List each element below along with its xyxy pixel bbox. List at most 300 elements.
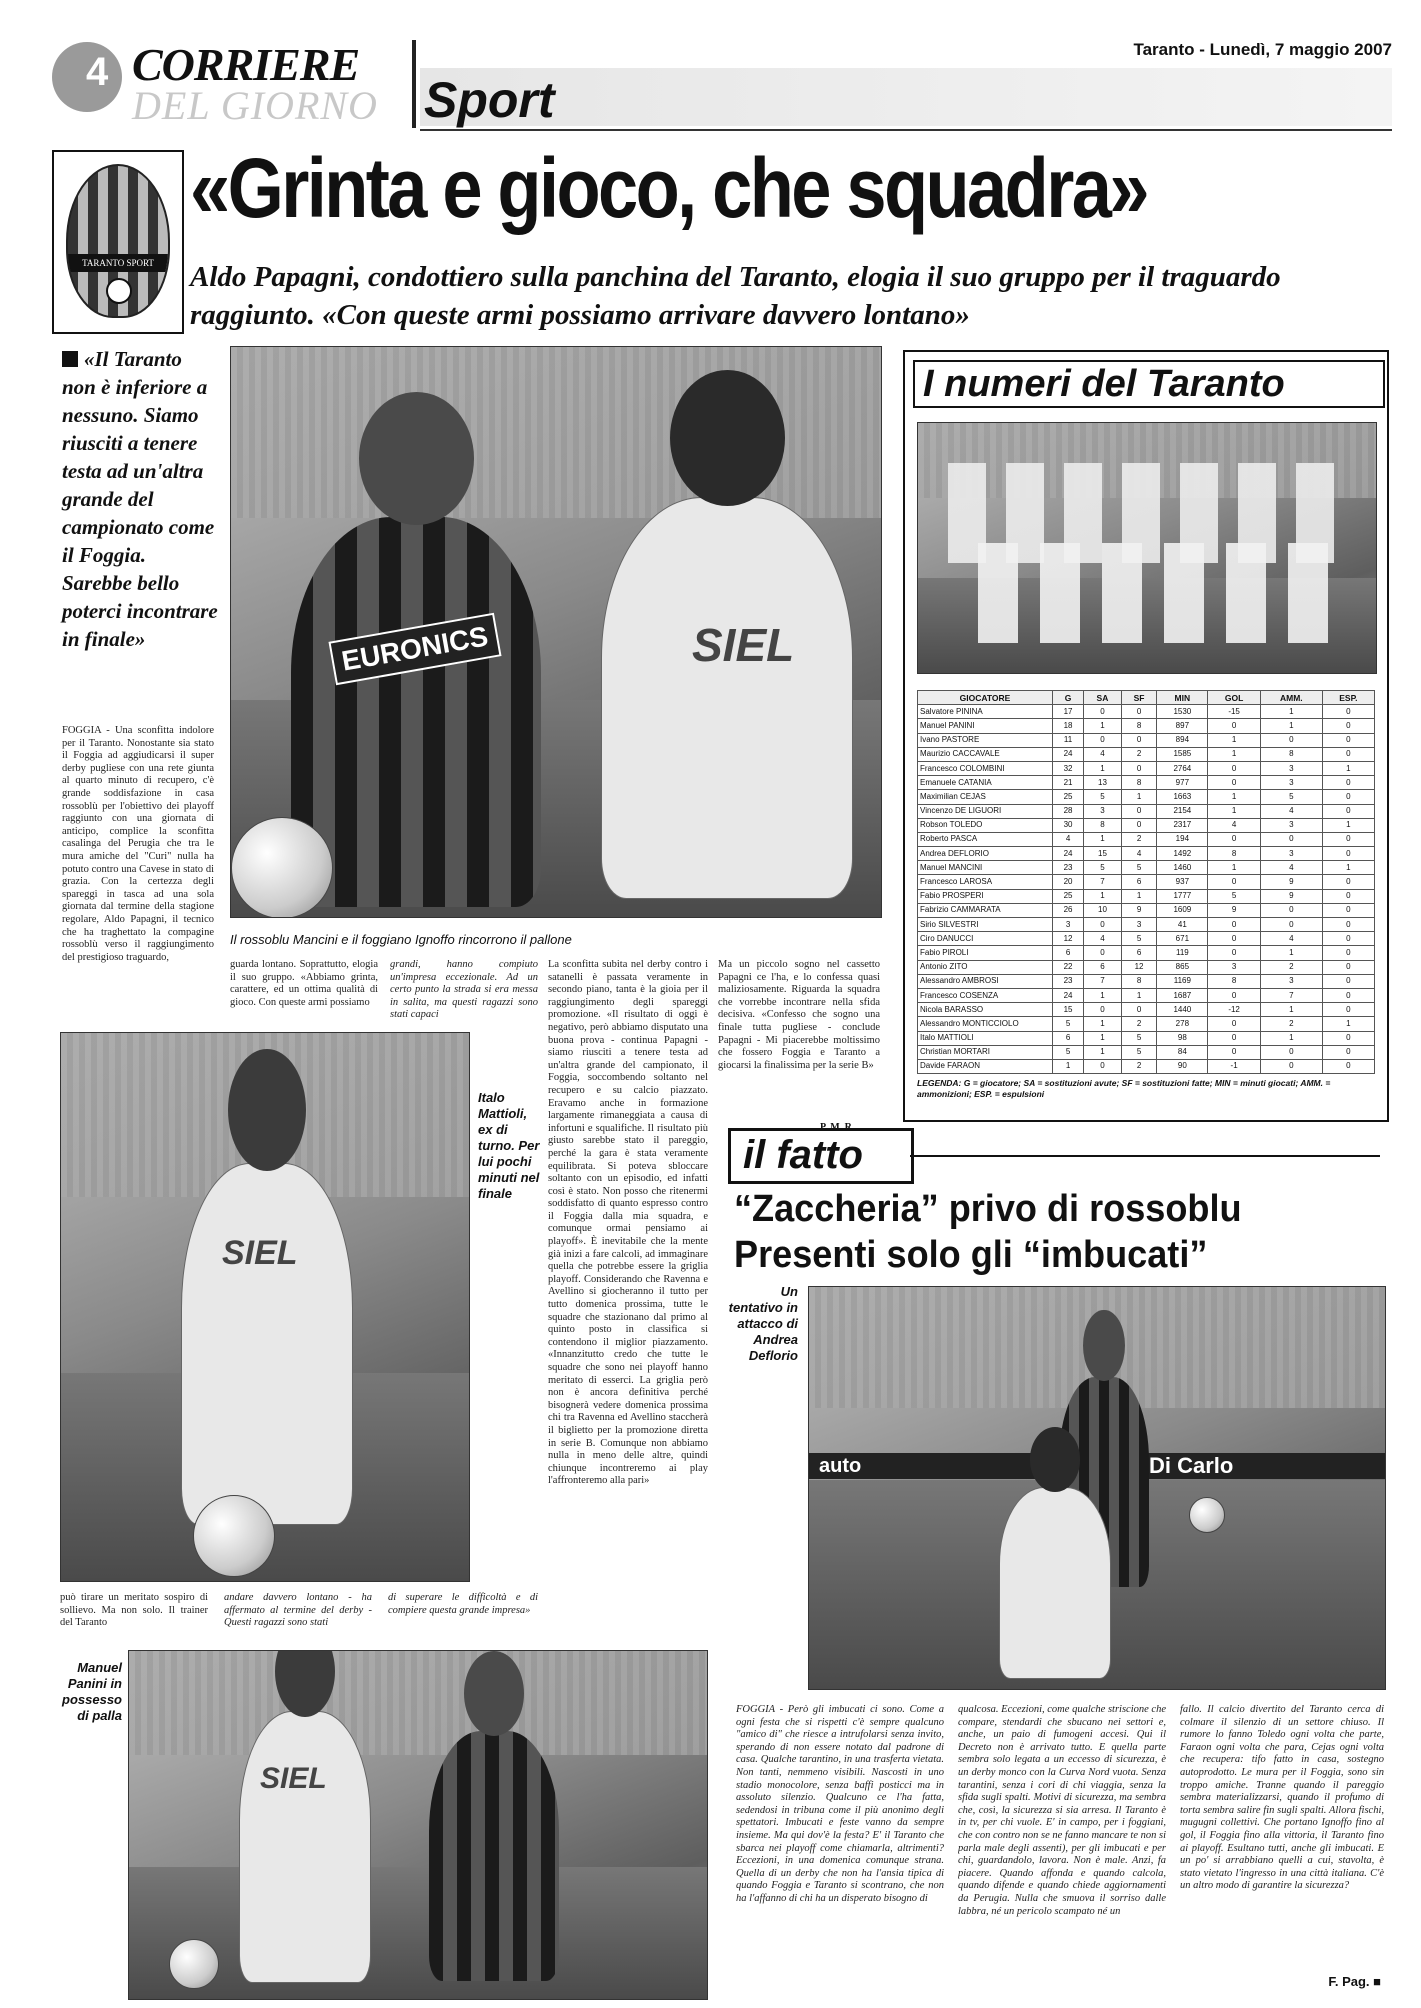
- stat-cell: 1: [1260, 946, 1322, 960]
- table-row: [918, 1003, 1375, 1017]
- stat-cell: 2764: [1157, 761, 1208, 775]
- stat-cell: 0: [1121, 818, 1157, 832]
- stat-cell: 0: [1322, 705, 1374, 719]
- byline: P. M. R.: [820, 1122, 855, 1133]
- table-row: [918, 903, 1375, 917]
- table-row: [918, 776, 1375, 790]
- stat-cell: 0: [1260, 733, 1322, 747]
- jersey-sponsor: EURONICS: [328, 613, 501, 685]
- stat-cell: 1663: [1157, 790, 1208, 804]
- stat-cell: 15: [1053, 1003, 1084, 1017]
- stat-cell: 9: [1208, 903, 1260, 917]
- article-col2-cont: grandi, hanno compiuto un'impresa eccezionale. Ad un certo punto la strada si era messa in salita, ma questi ragazzi sono stati capaci: [390, 959, 538, 1021]
- stat-cell: 25: [1053, 790, 1084, 804]
- stat-cell: 3: [1121, 918, 1157, 932]
- stat-cell: 3: [1260, 847, 1322, 861]
- caption-panini: Manuel Panini in possesso di palla: [62, 1660, 122, 1723]
- article-col1-cont: guarda lontano. Soprattutto, elogia il suo gruppo. «Abbiamo grinta, carattere, ed un ottima qualità di gioco. Con queste armi possiamo: [230, 959, 378, 1008]
- footer-page-ref: F. Pag. ■: [1328, 1974, 1381, 1989]
- fatto-headline: “Zaccheria” privo di rossoblu Presenti solo gli “imbucati”: [734, 1188, 1242, 1276]
- stat-cell: 0: [1208, 1045, 1260, 1059]
- stat-cell: 5: [1260, 790, 1322, 804]
- table-row: [918, 733, 1375, 747]
- stat-cell: 28: [1053, 804, 1084, 818]
- stat-cell: 22: [1053, 960, 1084, 974]
- stat-cell: 1: [1084, 988, 1122, 1002]
- stat-cell: 0: [1322, 875, 1374, 889]
- stat-cell: 278: [1157, 1017, 1208, 1031]
- player-name-cell: Sirio SILVESTRI: [918, 918, 1053, 932]
- player-name-cell: Maximilian CEJAS: [918, 790, 1053, 804]
- stat-cell: 4: [1260, 932, 1322, 946]
- fatto-kicker: il fatto: [743, 1133, 863, 1177]
- stat-cell: 0: [1208, 761, 1260, 775]
- stat-cell: 8: [1208, 974, 1260, 988]
- stat-cell: 5: [1121, 1031, 1157, 1045]
- stat-cell: 0: [1084, 946, 1122, 960]
- stat-cell: 0: [1322, 960, 1374, 974]
- stat-cell: 1: [1322, 1017, 1374, 1031]
- stat-cell: 0: [1121, 733, 1157, 747]
- stats-body: [918, 705, 1375, 1074]
- table-row: [918, 932, 1375, 946]
- match-ball: [231, 817, 333, 918]
- stat-cell: 1: [1208, 804, 1260, 818]
- photo-panini: [128, 1650, 708, 2000]
- section-title: Sport: [424, 72, 555, 128]
- player-foggia: [601, 497, 853, 899]
- stat-cell: 5: [1084, 790, 1122, 804]
- crest-banner: TARANTO SPORT: [68, 254, 168, 272]
- stat-cell: 0: [1121, 761, 1157, 775]
- stat-cell: 0: [1260, 918, 1322, 932]
- stat-cell: 0: [1208, 832, 1260, 846]
- stat-cell: 4: [1208, 818, 1260, 832]
- caption-deflorio: Un tentativo in attacco di Andrea Deflorio: [728, 1284, 798, 1363]
- player-name-cell: Francesco COSENZA: [918, 988, 1053, 1002]
- table-row: [918, 1031, 1375, 1045]
- table-row: [918, 960, 1375, 974]
- stat-cell: 5: [1121, 932, 1157, 946]
- stat-cell: 98: [1157, 1031, 1208, 1045]
- table-row: [918, 974, 1375, 988]
- table-row: [918, 1059, 1375, 1073]
- stat-cell: 5: [1053, 1045, 1084, 1059]
- stat-cell: 9: [1260, 875, 1322, 889]
- stat-cell: 0: [1322, 733, 1374, 747]
- stat-cell: 1609: [1157, 903, 1208, 917]
- stat-cell: 1: [1208, 861, 1260, 875]
- table-row: [918, 832, 1375, 846]
- stat-cell: 937: [1157, 875, 1208, 889]
- table-row: [918, 1045, 1375, 1059]
- fatto-col1: FOGGIA - Però gli imbucati ci sono. Come a ogni festa che si rispetti c'è sempre qualcuno "amico di" che riesce a intrufolarsi senza invito, sperando di non essere notato dal padrone di casa. Qualche tarantino, in una trasferta vietata. Non tanti, nemmeno visibili. Nascosti in uno stadio monocolore, senza baffi posticci ma in assoluto silenzio. Qualcuno ce l'ha fatta, sedendosi in tribuna come il più anonimo degli spettatori. Imbucati e feste vanno da sempre insieme. Ma qui dov'è la festa? E' il Taranto che sbarca nei playoff come chiamarla, altrimenti? Eccezioni, in una domenica comunque strana. Quella di un derby che non ha l'ansia tipica di quando Foggia e Taranto si scontrano, che non ha l'affanno di chi ha un disperato bisogno di: [736, 1704, 944, 1904]
- article-col1-end: può tirare un meritato sospiro di sollievo. Ma non solo. Il trainer del Taranto: [60, 1592, 208, 1629]
- stat-cell: 8: [1260, 747, 1322, 761]
- stat-cell: 2: [1121, 747, 1157, 761]
- ad-auto: auto: [819, 1455, 862, 1477]
- stat-cell: 23: [1053, 974, 1084, 988]
- fatto-rule: [910, 1155, 1380, 1157]
- stat-cell: 1585: [1157, 747, 1208, 761]
- player-name-cell: Italo MATTIOLI: [918, 1031, 1053, 1045]
- stat-cell: 1: [1260, 1031, 1322, 1045]
- stat-cell: 977: [1157, 776, 1208, 790]
- stat-cell: 8: [1084, 818, 1122, 832]
- stat-cell: 6: [1121, 946, 1157, 960]
- player-mattioli: [181, 1163, 353, 1525]
- stat-cell: 26: [1053, 903, 1084, 917]
- fatto-col3: fallo. Il calcio divertito del Taranto cerca di colmare il silenzio di un settore chiuso. Il rumore lo fanno Toledo ogni volta che parte, Faraon ogni volta che para, Cejas ogni volta che recupera: tifo fatto in casa, sostegno autoprodotto. Le mura per il Foggia, sono sin troppo amiche. Tranne quando il pareggio sembra materializzarsi, quando il profumo di torta sembra salire fin sugli spalti. Allora fischi, mugugni collettivi. Che portano Ignoffo fino al gol, il Foggia fino alla vittoria, il Taranto fino ai playoff. Esultano tutti, anche gli imbucati. E un po' si arrabbiano quelli a cui, stavolta, è stato vietato l'ingresso in una città italiana. C'è un altro modo di garantire la sicurezza?: [1180, 1704, 1384, 1892]
- table-row: [918, 705, 1375, 719]
- subhead: Aldo Papagni, condottiero sulla panchina del Taranto, elogia il suo gruppo per il traguardo raggiunto. «Con queste armi possiamo arrivare davvero lontano»: [190, 261, 1281, 331]
- col-header: GIOCATORE: [918, 691, 1053, 705]
- stat-cell: 2: [1121, 832, 1157, 846]
- table-row: [918, 747, 1375, 761]
- stat-cell: 9: [1121, 903, 1157, 917]
- col-header: MIN: [1157, 691, 1208, 705]
- jersey-sponsor: SIEL: [222, 1234, 298, 1272]
- stat-cell: 0: [1322, 847, 1374, 861]
- player-name-cell: Ciro DANUCCI: [918, 932, 1053, 946]
- stat-cell: 1: [1322, 861, 1374, 875]
- stat-cell: 4: [1260, 861, 1322, 875]
- stat-cell: 2: [1260, 960, 1322, 974]
- photo-deflorio: [808, 1286, 1386, 1690]
- stat-cell: 0: [1208, 875, 1260, 889]
- player-name-cell: Salvatore PININA: [918, 705, 1053, 719]
- stat-cell: 0: [1322, 946, 1374, 960]
- stat-cell: 15: [1084, 847, 1122, 861]
- jersey-sponsor: SIEL: [692, 619, 795, 671]
- stat-cell: 7: [1084, 875, 1122, 889]
- stat-cell: 1460: [1157, 861, 1208, 875]
- stat-cell: 3: [1260, 761, 1322, 775]
- match-ball: [169, 1939, 219, 1989]
- stat-cell: 1777: [1157, 889, 1208, 903]
- stat-cell: 10: [1084, 903, 1122, 917]
- stat-cell: 90: [1157, 1059, 1208, 1073]
- stat-cell: 12: [1053, 932, 1084, 946]
- stat-cell: 0: [1208, 1031, 1260, 1045]
- stat-cell: 0: [1208, 1017, 1260, 1031]
- article-col2-end: andare davvero lontano - ha affermato al termine del derby - Questi ragazzi sono stati: [224, 1592, 372, 1629]
- stat-cell: 0: [1208, 719, 1260, 733]
- stat-cell: 7: [1260, 988, 1322, 1002]
- stat-cell: 1: [1084, 1045, 1122, 1059]
- page-number: 4: [86, 50, 109, 94]
- crest-ball-icon: [106, 278, 132, 304]
- col-header: G: [1053, 691, 1084, 705]
- table-row: [918, 818, 1375, 832]
- stat-cell: 0: [1322, 889, 1374, 903]
- stat-cell: 1: [1084, 1031, 1122, 1045]
- player-panini: [239, 1711, 371, 1983]
- player-name-cell: Manuel MANCINI: [918, 861, 1053, 875]
- stat-cell: 0: [1322, 988, 1374, 1002]
- stat-cell: 0: [1121, 705, 1157, 719]
- player-name-cell: Davide FARAON: [918, 1059, 1053, 1073]
- table-row: [918, 847, 1375, 861]
- headline: «Grinta e gioco, che squadra»: [190, 141, 1147, 235]
- stat-cell: 6: [1084, 960, 1122, 974]
- stat-cell: -1: [1208, 1059, 1260, 1073]
- player-head: [1083, 1310, 1124, 1381]
- table-row: [918, 804, 1375, 818]
- team-crest-frame: [52, 150, 184, 334]
- stat-cell: 0: [1322, 1003, 1374, 1017]
- stat-cell: -15: [1208, 705, 1260, 719]
- stat-cell: 30: [1053, 818, 1084, 832]
- stat-cell: 0: [1322, 832, 1374, 846]
- player-name-cell: Manuel PANINI: [918, 719, 1053, 733]
- stats-table: [917, 690, 1375, 1074]
- col-header: SF: [1121, 691, 1157, 705]
- stat-cell: 1: [1322, 818, 1374, 832]
- stat-cell: 21: [1053, 776, 1084, 790]
- player-name-cell: Emanuele CATANIA: [918, 776, 1053, 790]
- stat-cell: 4: [1084, 747, 1122, 761]
- table-row: [918, 889, 1375, 903]
- table-row: [918, 1017, 1375, 1031]
- stats-box: [903, 350, 1389, 1122]
- player-name-cell: Andrea DEFLORIO: [918, 847, 1053, 861]
- player-name-cell: Antonio ZITO: [918, 960, 1053, 974]
- stat-cell: 4: [1121, 847, 1157, 861]
- stats-legend: LEGENDA: G = giocatore; SA = sostituzioni avute; SF = sostituzioni fatte; MIN = minuti giocati; AMM. = ammonizioni; ESP. = espulsioni: [917, 1078, 1331, 1100]
- stat-cell: 1: [1121, 889, 1157, 903]
- player-name-cell: Maurizio CACCAVALE: [918, 747, 1053, 761]
- stadium-stands: [129, 1651, 707, 1755]
- player-defender: [999, 1487, 1111, 1679]
- player-name-cell: Ivano PASTORE: [918, 733, 1053, 747]
- stat-cell: 0: [1208, 776, 1260, 790]
- stat-cell: 5: [1084, 861, 1122, 875]
- stat-cell: 0: [1084, 1059, 1122, 1073]
- stat-cell: 0: [1084, 733, 1122, 747]
- match-ball: [193, 1495, 275, 1577]
- stat-cell: 84: [1157, 1045, 1208, 1059]
- stat-cell: 0: [1260, 1059, 1322, 1073]
- stat-cell: 0: [1322, 932, 1374, 946]
- stat-cell: 0: [1260, 1045, 1322, 1059]
- stat-cell: 1: [1208, 733, 1260, 747]
- stat-cell: 2317: [1157, 818, 1208, 832]
- stat-cell: 1492: [1157, 847, 1208, 861]
- stat-cell: 1: [1121, 988, 1157, 1002]
- player-name-cell: Alessandro MONTICCIOLO: [918, 1017, 1053, 1031]
- col-header: AMM.: [1260, 691, 1322, 705]
- ad-dicarlo: Di Carlo: [1149, 1453, 1234, 1478]
- player-head: [1030, 1427, 1081, 1492]
- stat-cell: 119: [1157, 946, 1208, 960]
- stat-cell: 0: [1322, 790, 1374, 804]
- team-row-front: [978, 543, 1328, 643]
- stat-cell: 3: [1260, 776, 1322, 790]
- stat-cell: 0: [1322, 974, 1374, 988]
- player-head: [228, 1049, 306, 1171]
- stat-cell: 3: [1053, 918, 1084, 932]
- stat-cell: 17: [1053, 705, 1084, 719]
- stat-cell: 1: [1322, 761, 1374, 775]
- caption-mattioli: Italo Mattioli, ex di turno. Per lui pochi minuti nel finale: [478, 1090, 540, 1201]
- newspaper-logo: [132, 39, 452, 128]
- stat-cell: 1530: [1157, 705, 1208, 719]
- stat-cell: 4: [1053, 832, 1084, 846]
- stat-cell: 1: [1208, 747, 1260, 761]
- stat-cell: 20: [1053, 875, 1084, 889]
- stat-cell: 1: [1260, 1003, 1322, 1017]
- stats-box-title: I numeri del Taranto: [913, 360, 1385, 408]
- player-name-cell: Fabrizio CAMMARATA: [918, 903, 1053, 917]
- stat-cell: 1: [1208, 790, 1260, 804]
- player-name-cell: Francesco COLOMBINI: [918, 761, 1053, 775]
- stat-cell: 1: [1084, 832, 1122, 846]
- player-name-cell: Christian MORTARI: [918, 1045, 1053, 1059]
- photo-mattioli: [60, 1032, 470, 1582]
- stat-cell: 1: [1053, 1059, 1084, 1073]
- match-ball: [1189, 1497, 1225, 1533]
- stat-cell: 0: [1322, 1031, 1374, 1045]
- stat-cell: 0: [1322, 804, 1374, 818]
- stat-cell: 24: [1053, 988, 1084, 1002]
- stat-cell: 8: [1121, 974, 1157, 988]
- stat-cell: 1: [1121, 790, 1157, 804]
- stat-cell: 0: [1208, 932, 1260, 946]
- stat-cell: 23: [1053, 861, 1084, 875]
- stat-cell: 5: [1121, 861, 1157, 875]
- stat-cell: 2: [1121, 1017, 1157, 1031]
- stat-cell: 0: [1322, 918, 1374, 932]
- stat-cell: 1: [1084, 719, 1122, 733]
- stat-cell: 2: [1260, 1017, 1322, 1031]
- fatto-col2: qualcosa. Eccezioni, come qualche striscione che compare, stendardi che sbucano nei settori e, anche, un paio di fumogeni accesi. Qui il Decreto non è arrivato tutto. E quella parte sembra solo legata a un eccesso di sicurezza, è un derby monco con la Curva Nord vuota. Senza tarantini, senza i cori di chi viaggia, senza la sfida sugli spalti. Motivi di sicurezza, ma sembra che, così, la sicurezza si sia arresa. Il Taranto è in tv, per chi vuole. E' in campo, per i foggiani, che con contro non se ne fanno mancare te non si parla male degli assenti), per gli imbucati e per chi, guardandolo, lavora. Non è male. Anzi, fa piacere. Quando affonda e quando calcola, quando difende e quando chiede aggiornamenti da Perugia. Nulla che smuova il sorriso dalle labbra, né un pericolo scampato né un: [958, 1704, 1166, 1917]
- stat-cell: 0: [1322, 747, 1374, 761]
- stat-cell: 5: [1208, 889, 1260, 903]
- stat-cell: 18: [1053, 719, 1084, 733]
- stat-cell: 2154: [1157, 804, 1208, 818]
- pullquote-text: «Il Taranto non è inferiore a nessuno. Siamo riusciti a tenere testa ad un'altra grande del campionato come il Foggia. Sarebbe bello poterci incontrare in finale»: [62, 347, 218, 651]
- stat-cell: 1: [1084, 761, 1122, 775]
- stats-header-row: [918, 691, 1375, 705]
- player-name-cell: Nicola BARASSO: [918, 1003, 1053, 1017]
- stat-cell: 2: [1121, 1059, 1157, 1073]
- fatto-kicker-box: [728, 1128, 914, 1184]
- masthead: [52, 38, 1392, 130]
- article-col3-end: di superare le difficoltà e di compiere questa grande impresa»: [388, 1592, 538, 1616]
- page-number-badge: [52, 42, 122, 112]
- table-row: [918, 946, 1375, 960]
- col-header: SA: [1084, 691, 1122, 705]
- stat-cell: 0: [1121, 804, 1157, 818]
- stat-cell: 897: [1157, 719, 1208, 733]
- stat-cell: 0: [1322, 1059, 1374, 1073]
- stat-cell: 24: [1053, 747, 1084, 761]
- stat-cell: 0: [1260, 903, 1322, 917]
- article-col4: Ma un piccolo sogno nel cassetto Papagni ce l'ha, e lo confessa quasi maliziosamente. Riguarda la squadra che vorrebbe incontrare nella sfida decisiva. «Confesso che sogno una finale tutta pugliese - conclude Papagni - Mi piacerebbe moltissimo che fossero Foggia e Taranto a giocarsi la finalissima per la serie B»: [718, 959, 880, 1071]
- pullquote: [62, 345, 218, 653]
- pitch: [129, 1867, 707, 1999]
- stat-cell: 0: [1322, 1045, 1374, 1059]
- stat-cell: 6: [1053, 946, 1084, 960]
- table-row: [918, 988, 1375, 1002]
- stat-cell: 3: [1260, 818, 1322, 832]
- col-header: GOL: [1208, 691, 1260, 705]
- player-name-cell: Francesco LAROSA: [918, 875, 1053, 889]
- stat-cell: 1687: [1157, 988, 1208, 1002]
- team-crest: [66, 164, 170, 318]
- stat-cell: 13: [1084, 776, 1122, 790]
- stat-cell: 12: [1121, 960, 1157, 974]
- stat-cell: 3: [1084, 804, 1122, 818]
- jersey-sponsor: SIEL: [260, 1762, 327, 1795]
- photo-main: [230, 346, 882, 918]
- stat-cell: 6: [1053, 1031, 1084, 1045]
- stat-cell: 671: [1157, 932, 1208, 946]
- stat-cell: 4: [1260, 804, 1322, 818]
- player-name-cell: Vincenzo DE LIGUORI: [918, 804, 1053, 818]
- table-row: [918, 790, 1375, 804]
- stat-cell: 194: [1157, 832, 1208, 846]
- article-col3: La sconfitta subita nel derby contro i satanelli è passata veramente in secondo piano, tanta è la gioia per il raggiungimento degli spareggi promozione. «Il risultato di oggi è negativo, però abbiamo disputato una buona prova - continua Papagni - siamo riusciti a tenere testa ad un'altra grande del campionato, il Foggia, soccombendo soltanto nel recupero e su calcio piazzato. Eravamo anche in formazione largamente rimaneggiata a causa di infortuni e squalifiche. Il risultato più giusto sarebbe stato il pareggio, perché la gara è stata veramente equilibrata. Si poteva sbloccare soltanto con un episodio, ed infatti così è stato. Non posso che ritenermi soddisfatto di quanto espresso contro il Foggia dalla mia squadra, e comunque ormai pensiamo ai playoff». È inevitabile che la mente già inizi a fare calcoli, ad immaginare quella che potrebbe essere la griglia playoff. Considerando che Ravenna e Avellino si giocheranno il tutto per tutto domenica prossima, tutte le squadre che stazionano dal primo al quinto posto in classifica si contendono il miglior piazzamento. «Innanzitutto credo che tutte le squadre che sono nei playoff hanno meritato di esserci. La griglia però non è ancora definitiva perché bisognerà vedere domenica prossima chi tra Ravenna ed Avellino staccherà il biglietto per la promozione diretta in serie B. Comunque non abbiamo nulla in meno delle altre, quindi chiunque incontreremo ai play l'affronteremo alla pari»: [548, 959, 708, 1487]
- stat-cell: 0: [1208, 918, 1260, 932]
- team-photo: [917, 422, 1377, 674]
- table-row: [918, 875, 1375, 889]
- player-name-cell: Fabio PROSPERI: [918, 889, 1053, 903]
- player-name-cell: Roberto PASCA: [918, 832, 1053, 846]
- stat-cell: 8: [1121, 719, 1157, 733]
- player-head: [359, 392, 474, 525]
- stat-cell: 1: [1084, 1017, 1122, 1031]
- caption-main: Il rossoblu Mancini e il foggiano Ignoffo rincorrono il pallone: [230, 932, 572, 947]
- table-row: [918, 861, 1375, 875]
- stat-cell: 894: [1157, 733, 1208, 747]
- stat-cell: 865: [1157, 960, 1208, 974]
- stat-cell: 0: [1322, 719, 1374, 733]
- stat-cell: 5: [1121, 1045, 1157, 1059]
- stat-cell: 0: [1084, 1003, 1122, 1017]
- stat-cell: 1: [1260, 719, 1322, 733]
- stat-cell: -12: [1208, 1003, 1260, 1017]
- stat-cell: 0: [1260, 832, 1322, 846]
- player-name-cell: Alessandro AMBROSI: [918, 974, 1053, 988]
- article-col1: FOGGIA - Una sconfitta indolore per il Taranto. Nonostante sia stato il Foggia ad aggiudicarsi il super derby pugliese con una rete giunta al quarto minuto di recupero, c'è grande soddisfazione in casa rossoblù per l'obiettivo dei playoff raggiunto con una giornata di anticipo, complice la sconfitta casalinga del Perugia che tra le mura amiche del "Curi" nulla ha potuto contro una Cavese in stato di grazia. Con la certezza degli spareggi in tasca ad una sola giornata dal termine della stagione regolare, Aldo Papagni, il tecnico che ha traghettato la compagine rossoblù verso il raggiungimento del prestigioso traguardo,: [62, 725, 214, 963]
- stat-cell: 11: [1053, 733, 1084, 747]
- stat-cell: 0: [1208, 988, 1260, 1002]
- player-name-cell: Robson TOLEDO: [918, 818, 1053, 832]
- stat-cell: 5: [1053, 1017, 1084, 1031]
- player-name-cell: Fabio PIROLI: [918, 946, 1053, 960]
- stat-cell: 0: [1208, 946, 1260, 960]
- pullquote-square-icon: [62, 351, 78, 367]
- table-row: [918, 719, 1375, 733]
- masthead-rule: [420, 129, 1392, 131]
- stat-cell: 0: [1322, 776, 1374, 790]
- stat-cell: 0: [1084, 918, 1122, 932]
- stat-cell: 3: [1260, 974, 1322, 988]
- stat-cell: 1: [1084, 889, 1122, 903]
- stat-cell: 3: [1208, 960, 1260, 974]
- player-head: [670, 370, 785, 506]
- masthead-divider: [412, 40, 416, 128]
- stat-cell: 24: [1053, 847, 1084, 861]
- stat-cell: 4: [1084, 932, 1122, 946]
- stat-cell: 0: [1084, 705, 1122, 719]
- dateline: Taranto - Lunedì, 7 maggio 2007: [1133, 40, 1392, 59]
- stat-cell: 0: [1121, 1003, 1157, 1017]
- logo-top: CORRIERE: [132, 39, 360, 90]
- stat-cell: 1440: [1157, 1003, 1208, 1017]
